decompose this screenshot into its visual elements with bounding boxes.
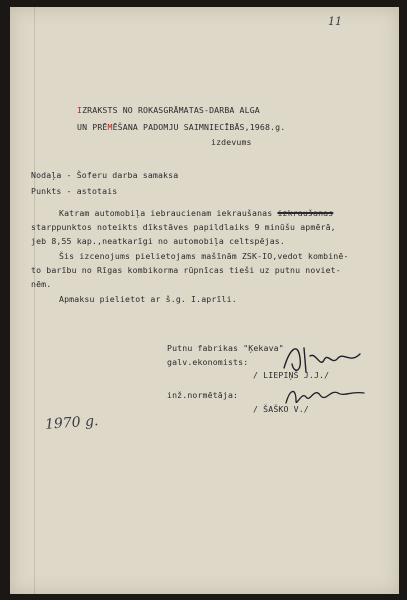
- document-page: [10, 7, 399, 594]
- body-line-7: Apmaksu pielietot ar š.g. I.aprīli.: [59, 294, 237, 304]
- role-economist: galv.ekonomists:: [167, 357, 249, 367]
- signature-economist: [276, 338, 366, 378]
- signature-norm-engineer: [282, 381, 372, 411]
- name-economist: / LIEPIŅŠ J.J./: [253, 370, 330, 380]
- section-nodala: Nodaļa - Šoferu darba samaksa: [31, 170, 179, 180]
- org-name: Putnu fabrikas "Ķekava": [167, 343, 284, 353]
- header-line-2: UN PRĒMĒŠANA PADOMJU SAIMNIECĪBĀS,1968.g.: [77, 122, 286, 132]
- name-norm-engineer: / ŠAŠKO V./: [253, 404, 309, 414]
- body-line-4: Šis izcenojums pielietojams mašīnām ZSK-IO,vedot kombinē-: [59, 251, 349, 261]
- header-edition: izdevums: [211, 137, 252, 147]
- body-line-6: nēm.: [31, 279, 52, 289]
- role-norm-engineer: inž.normētāja:: [167, 390, 239, 400]
- body-line-2: starppunktos noteikts dīkstāves papildlaiks 9 minūšu apmērā,: [31, 222, 336, 232]
- body-line-3: jeb 8,55 kap.,neatkarīgi no automobiļa celtspējas.: [31, 236, 285, 246]
- body-line-5: to barību no Rīgas kombikorma rūpnīcas tieši uz putnu noviet-: [31, 265, 341, 275]
- page-fold-line: [34, 7, 35, 594]
- handwritten-year: 1970 g.: [44, 413, 99, 433]
- header-line-1: IZRAKSTS NO ROKASGRĀMATAS-DARBA ALGA: [77, 105, 260, 115]
- page-number: 11: [328, 15, 342, 28]
- section-punkts: Punkts - astotais: [31, 186, 118, 196]
- body-line-1: Katram automobiļa iebraucienam iekraušanas izkraušanas: [59, 208, 334, 218]
